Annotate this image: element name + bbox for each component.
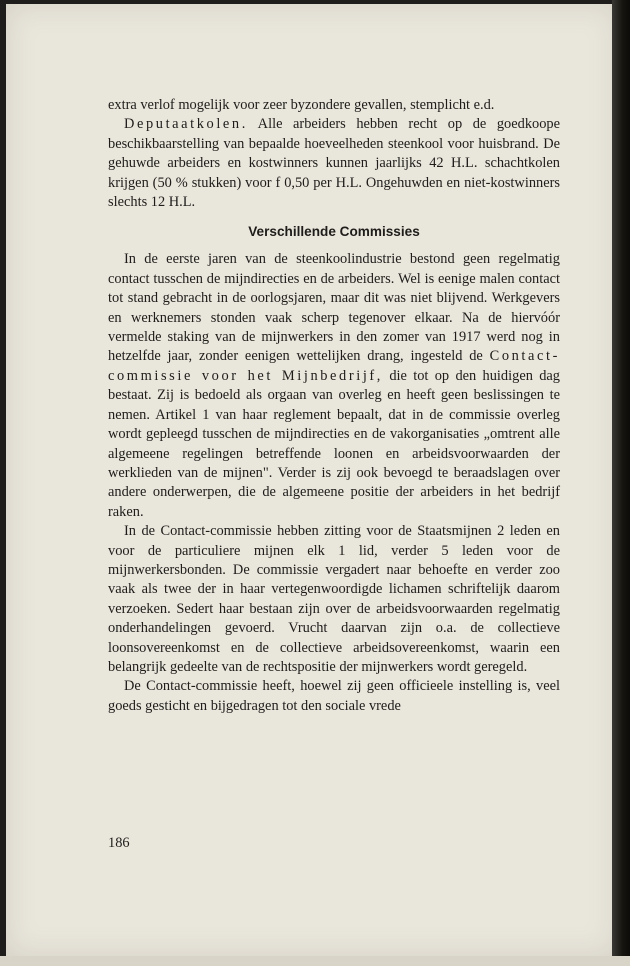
term-deputaatkolen: Deputaatkolen.: [124, 116, 248, 133]
paragraph-zitting: In de Contact-commissie hebben zitting voor de Staatsmijnen 2 leden en voor de particuliere mijnen elk 1 lid, verder 5 leden voor de mijnwerkersbonden. De commissie vergadert naar behoefte en verder zoo vaak als twee der in haar vertegenwoordigde lichamen schriftelijk daarom verzoeken. Sedert haar bestaan zijn over de arbeidsvoorwaarden regelmatig onderhandelingen gevoerd. Vrucht daarvan zijn o.a. de collectieve loonsovereenkomst en de collectieve arbeidsovereenkomst, waarin een belangrijk gedeelte van de rechtspositie der mijnwerkers wordt geregeld.: [108, 523, 560, 675]
section-heading: Verschillende Commissies: [248, 224, 420, 240]
page-text: [108, 96, 560, 716]
paragraph-deputaatkolen-text: Alle arbeiders hebben recht op de goedkoope beschikbaarstelling van bepaalde hoeveelheden steenkool voor huisbrand. De gehuwde arbeiders en kostwinners kunnen jaarlijks 42 H.L. schachtkolen krijgen (50 % stukken) voor f 0,50 per H.L. Ongehuwden en niet-kostwinners slechts 12 H.L.: [108, 116, 560, 211]
book-spine-edge: [612, 0, 630, 966]
paragraph-deputaatkolen: [108, 115, 560, 212]
paragraph-continuation: extra verlof mogelijk voor zeer byzondere gevallen, stemplicht e.d.: [108, 97, 495, 113]
page-number: 186: [108, 835, 130, 851]
paragraph-officieele: De Contact-commissie heeft, hoewel zij geen officieele instelling is, veel goeds gesticht en bijgedragen tot den sociale vrede: [108, 678, 560, 714]
paragraph-contact-commissie: [108, 250, 560, 522]
paragraph-contact-before: In de eerste jaren van de steenkoolindustrie bestond geen regelmatig contact tusschen de mijndirecties en de arbeiders. Wel is eenige malen contact tot stand gebracht in de oorlogsjaren, maar dit was niet blijvend. Werkgevers en werknemers stonden vaak scherp tegenover elkaar. Na de hiervóór vermelde staking van de mijnwerkers in den zomer van 1917 werd nog in hetzelfde jaar, zonder eenigen wettelijken drang, ingesteld de: [108, 251, 560, 365]
paragraph-contact-after: die tot op den huidigen dag bestaat. Zij is bedoeld als orgaan van overleg en heeft geen beslissingen te nemen. Artikel 1 van haar reglement bepaalt, dat in de commissie overleg wordt gepleegd tusschen de mijndirecties en de vakorganisaties „omtrent alle algemeene regelingen betreffende loonen en arbeidsvoorwaarden der werklieden van de mijnen". Verder is zij ook bevoegd te beraadslagen over andere onderwerpen, die de algemeene positie der arbeiders in het bedrijf raken.: [108, 367, 560, 520]
page-bottom-edge: [0, 956, 630, 966]
term-contact-commissie: Contact-commissie voor het Mijnbedrijf,: [108, 348, 560, 384]
